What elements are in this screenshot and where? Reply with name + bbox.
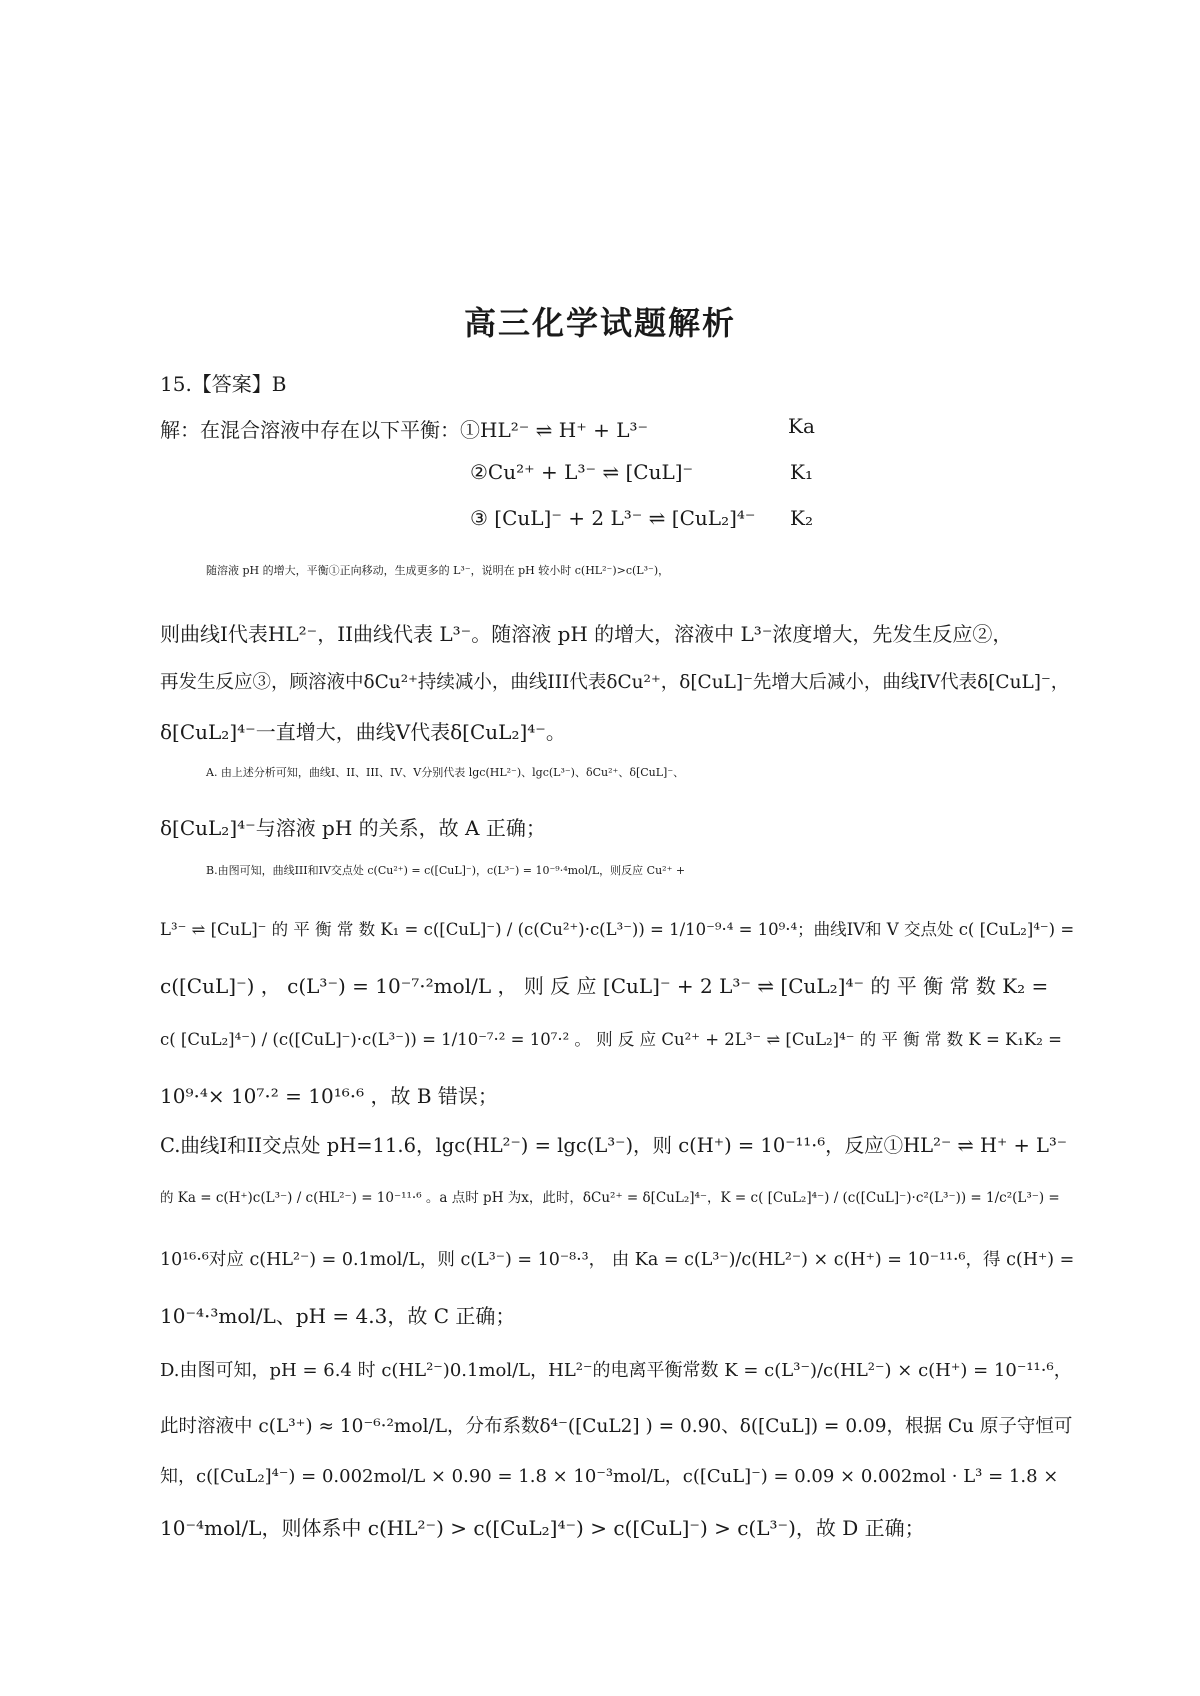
option-d-line: 知，c([CuL₂]⁴⁻) = 0.002mol/L × 0.90 = 1.8 × 10⁻³mol/L，c([CuL]⁻) = 0.09 × 0.002mol · L³ = 1.8 × <box>160 1466 1059 1487</box>
option-b-line: 10⁹·⁴× 10⁷·² = 10¹⁶·⁶ ，故 B 错误； <box>160 1084 498 1108</box>
equilibrium-1: 解：在混合溶液中存在以下平衡：①HL²⁻ ⇌ H⁺ + L³⁻ <box>160 418 649 442</box>
paragraph-line: 则曲线I代表HL²⁻，II曲线代表 L³⁻。随溶液 pH 的增大，溶液中 L³⁻浓度增大，先发生反应②， <box>160 622 1013 646</box>
option-c-line: 10¹⁶·⁶对应 c(HL²⁻) = 0.1mol/L，则 c(L³⁻) = 10⁻⁸·³， 由 Ka = c(L³⁻)/c(HL²⁻) × c(H⁺) = 10⁻¹¹·⁶，得 c(H⁺) = <box>160 1250 1075 1270</box>
option-b-line: B.由图可知，曲线III和IV交点处 c(Cu²⁺) = c([CuL]⁻)，c(L³⁻) = 10⁻⁹·⁴mol/L，则反应 Cu²⁺ + <box>206 864 686 877</box>
equilibrium-3: ③ [CuL]⁻ + 2 L³⁻ ⇌ [CuL₂]⁴⁻ <box>470 506 756 530</box>
option-c-line: C.曲线I和II交点处 pH=11.6，lgc(HL²⁻) = lgc(L³⁻)，则 c(H⁺) = 10⁻¹¹·⁶，反应①HL²⁻ ⇌ H⁺ + L³⁻ <box>160 1134 1068 1157</box>
option-b-line: c([CuL]⁻) ， c(L³⁻) = 10⁻⁷·²mol/L ， 则 反 应 [CuL]⁻ + 2 L³⁻ ⇌ [CuL₂]⁴⁻ 的 平 衡 常 数 K₂ = <box>160 974 1049 998</box>
page-title: 高三化学试题解析 <box>463 304 736 342</box>
answer-line: 15.【答案】B <box>160 372 287 396</box>
option-b-line: c( [CuL₂]⁴⁻) / (c([CuL]⁻)·c(L³⁻)) = 1/10⁻⁷·² = 10⁷·² 。 则 反 应 Cu²⁺ + 2L³⁻ ⇌ [CuL₂]⁴⁻ 的 平 衡 常 数 K = K₁K₂ = <box>160 1030 1062 1049</box>
option-d-line: 10⁻⁴mol/L，则体系中 c(HL²⁻) > c([CuL₂]⁴⁻) > c([CuL]⁻) > c(L³⁻)，故 D 正确； <box>160 1516 925 1540</box>
option-d-line: 此时溶液中 c(L³⁺) ≈ 10⁻⁶·²mol/L，分布系数δ⁴⁻([CuL2] ) = 0.90、δ([CuL]) = 0.09，根据 Cu 原子守恒可 <box>160 1416 1073 1437</box>
equilibrium-3-constant: K₂ <box>790 506 813 530</box>
equilibrium-1-constant: Ka <box>788 414 815 438</box>
option-a-line: δ[CuL₂]⁴⁻与溶液 pH 的关系，故 A 正确； <box>160 816 546 840</box>
paragraph-line: δ[CuL₂]⁴⁻一直增大，曲线V代表δ[CuL₂]⁴⁻。 <box>160 720 566 744</box>
equilibrium-2: ②Cu²⁺ + L³⁻ ⇌ [CuL]⁻ <box>470 460 694 484</box>
option-a-line: A. 由上述分析可知，曲线I、II、III、IV、V分别代表 lgc(HL²⁻)、lgc(L³⁻)、δCu²⁺、δ[CuL]⁻、 <box>206 766 685 779</box>
paragraph-line: 随溶液 pH 的增大，平衡①正向移动，生成更多的 L³⁻，说明在 pH 较小时 c(HL²⁻)>c(L³⁻)， <box>206 564 670 577</box>
option-d-line: D.由图可知，pH = 6.4 时 c(HL²⁻)0.1mol/L，HL²⁻的电离平衡常数 K = c(L³⁻)/c(HL²⁻) × c(H⁺) = 10⁻¹¹·⁶， <box>160 1360 1072 1381</box>
option-c-line: 10⁻⁴·³mol/L、pH = 4.3，故 C 正确； <box>160 1304 516 1328</box>
option-b-line: L³⁻ ⇌ [CuL]⁻ 的 平 衡 常 数 K₁ = c([CuL]⁻) / (c(Cu²⁺)·c(L³⁻)) = 1/10⁻⁹·⁴ = 10⁹·⁴；曲线IV和 V 交点处 c( [CuL₂]⁴⁻) = <box>160 920 1075 939</box>
equilibrium-2-constant: K₁ <box>790 460 813 484</box>
option-c-line: 的 Ka = c(H⁺)c(L³⁻) / c(HL²⁻) = 10⁻¹¹·⁶ 。a 点时 pH 为x，此时，δCu²⁺ = δ[CuL₂]⁴⁻，K = c( [CuL₂]⁴⁻) / (c([CuL]⁻)·c²(L³⁻)) = 1/c²(L³⁻) = <box>160 1190 1060 1206</box>
paragraph-line: 再发生反应③，顾溶液中δCu²⁺持续减小，曲线III代表δCu²⁺，δ[CuL]⁻先增大后减小，曲线IV代表δ[CuL]⁻， <box>160 672 1070 693</box>
